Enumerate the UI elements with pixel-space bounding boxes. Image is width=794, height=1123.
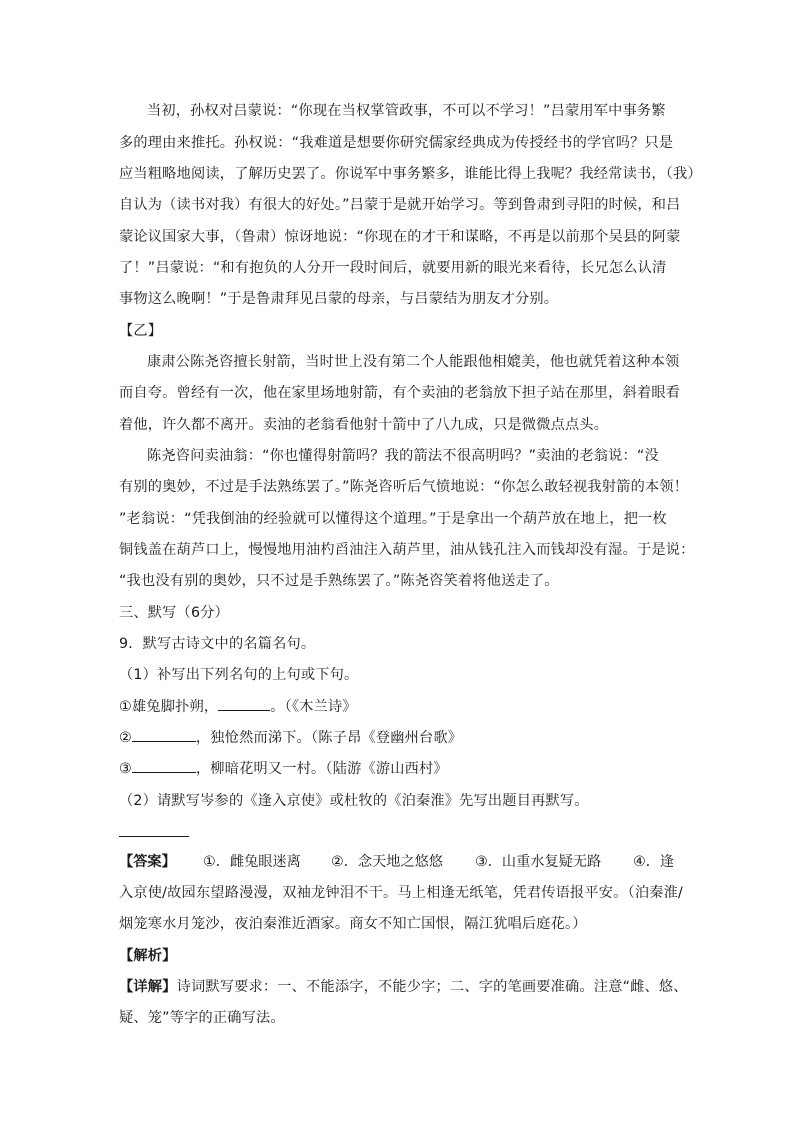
fill-item-text: ③ (119, 761, 132, 777)
passage-jia-line: 事物这么晚啊！”于是鲁肃拜见吕蒙的母亲，与吕蒙结为朋友才分别。 (119, 291, 559, 307)
section-heading: 三、默写（6分） (119, 605, 229, 621)
answer-item: ①．雌兔眼迷离 (203, 854, 301, 870)
answer-text: 烟笼寒水月笼沙，夜泊秦淮近酒家。商女不知亡国恨，隔江犹唱后庭花。） (119, 916, 587, 932)
passage-yi-line: 陈尧咨问卖油翁：“你也懂得射箭吗？我的箭法不很高明吗？”卖油的老翁说：“没 (147, 448, 659, 464)
passage-yi-line: 有别的奥妙，不过是手法熟练罢了。”陈尧咨听后气愤地说：“你怎么敢轻视我射箭的本领！ (119, 479, 689, 495)
fill-item-2 (119, 729, 679, 747)
detail-text: 疑、笼”等字的正确写法。 (119, 1010, 285, 1026)
question-subpart: （1）补写出下列名句的上句或下句。 (119, 667, 359, 683)
passage-yi-line: 而自夸。曾经有一次，他在家里场地射箭，有个卖油的老翁放下担子站在那里，斜着眼看 (119, 385, 681, 401)
yi-heading: 【乙】 (119, 323, 163, 339)
fill-item-3 (119, 760, 679, 778)
passage-jia-line: 自认为（读书对我）有很大的好处。”吕蒙于是就开始学习。等到鲁肃到寻阳的时候，和吕 (119, 197, 681, 213)
detail-text: 诗词默写要求：一、不能添字，不能少字；二、字的笔画要准确。注意“雌、悠、 (176, 979, 688, 995)
passage-jia-line: 多的理由来推托。孙权说：“我难道是想要你研究儒家经典成为传授经书的学官吗？只是 (119, 135, 674, 151)
fill-item-text: ，独怆然而涕下。（陈子昂《登幽州台歌》 (195, 730, 463, 746)
answer-blank[interactable] (132, 760, 196, 773)
passage-yi-line: 铜钱盖在葫芦口上，慢慢地用油杓舀油注入葫芦里，油从钱孔注入而钱却没有湿。于是说： (119, 542, 695, 558)
answer-label: 【答案】 (119, 854, 176, 870)
question-subpart: （2）请默写岑参的《逢入京使》或杜牧的《泊秦淮》先写出题目再默写。 (119, 793, 589, 809)
analysis-heading: 【解析】 (119, 948, 177, 964)
passage-yi-line: “我也没有别的奥妙，只不过是手熟练罢了。”陈尧咨笑着将他送走了。 (119, 573, 559, 589)
passage-jia-line: 蒙论议国家大事，（鲁肃）惊讶地说：“你现在的才干和谋略，不再是以前那个吴县的阿蒙 (119, 229, 681, 245)
fill-item-text: ，柳暗花明又一村。（陆游《游山西村》 (195, 761, 448, 777)
question-title: 9．默写古诗文中的名篇名句。 (119, 636, 316, 652)
answer-item: ④．逢 (633, 854, 675, 870)
detail-label: 【详解】 (119, 979, 177, 995)
answer-item: ②．念天地之悠悠 (331, 854, 444, 870)
answer-writing-line[interactable] (119, 836, 189, 837)
passage-jia-line: 应当粗略地阅读，了解历史罢了。你说军中事务繁多，谁能比得上我呢？我经常读书，（我） (119, 166, 702, 182)
passage-yi-line: 康肃公陈尧咨擅长射箭，当时世上没有第二个人能跟他相媲美，他也就凭着这种本领 (147, 354, 680, 370)
answer-text: 入京使/故园东望路漫漫，双袖龙钟泪不干。马上相逢无纸笔，凭君传语报平安。（泊秦淮/ (119, 885, 683, 901)
passage-jia-line: 当初，孙权对吕蒙说：“你现在当权掌管政事，不可以不学习！”吕蒙用军中事务繁 (147, 103, 666, 119)
fill-item-text: 。（《木兰诗》 (270, 699, 357, 715)
passage-jia-line: 了！”吕蒙说：“和有抱负的人分开一段时间后，就要用新的眼光来看待，长兄怎么认清 (119, 260, 667, 276)
passage-yi-line: 着他，许久都不离开。卖油的老翁看他射十箭中了八九成，只是微微点点头。 (119, 417, 609, 433)
fill-item-1 (119, 698, 679, 716)
answer-item: ③．山重水复疑无路 (475, 854, 602, 870)
fill-item-text: ①雄兔脚扑朔， (119, 699, 219, 715)
detail-line (119, 978, 688, 996)
passage-yi-line: ”老翁说：“凭我倒油的经验就可以懂得这个道理。”于是拿出一个葫芦放在地上，把一枚 (119, 511, 667, 527)
answer-blank[interactable] (218, 698, 270, 711)
fill-item-text: ② (119, 730, 132, 746)
answer-blank[interactable] (132, 729, 196, 742)
